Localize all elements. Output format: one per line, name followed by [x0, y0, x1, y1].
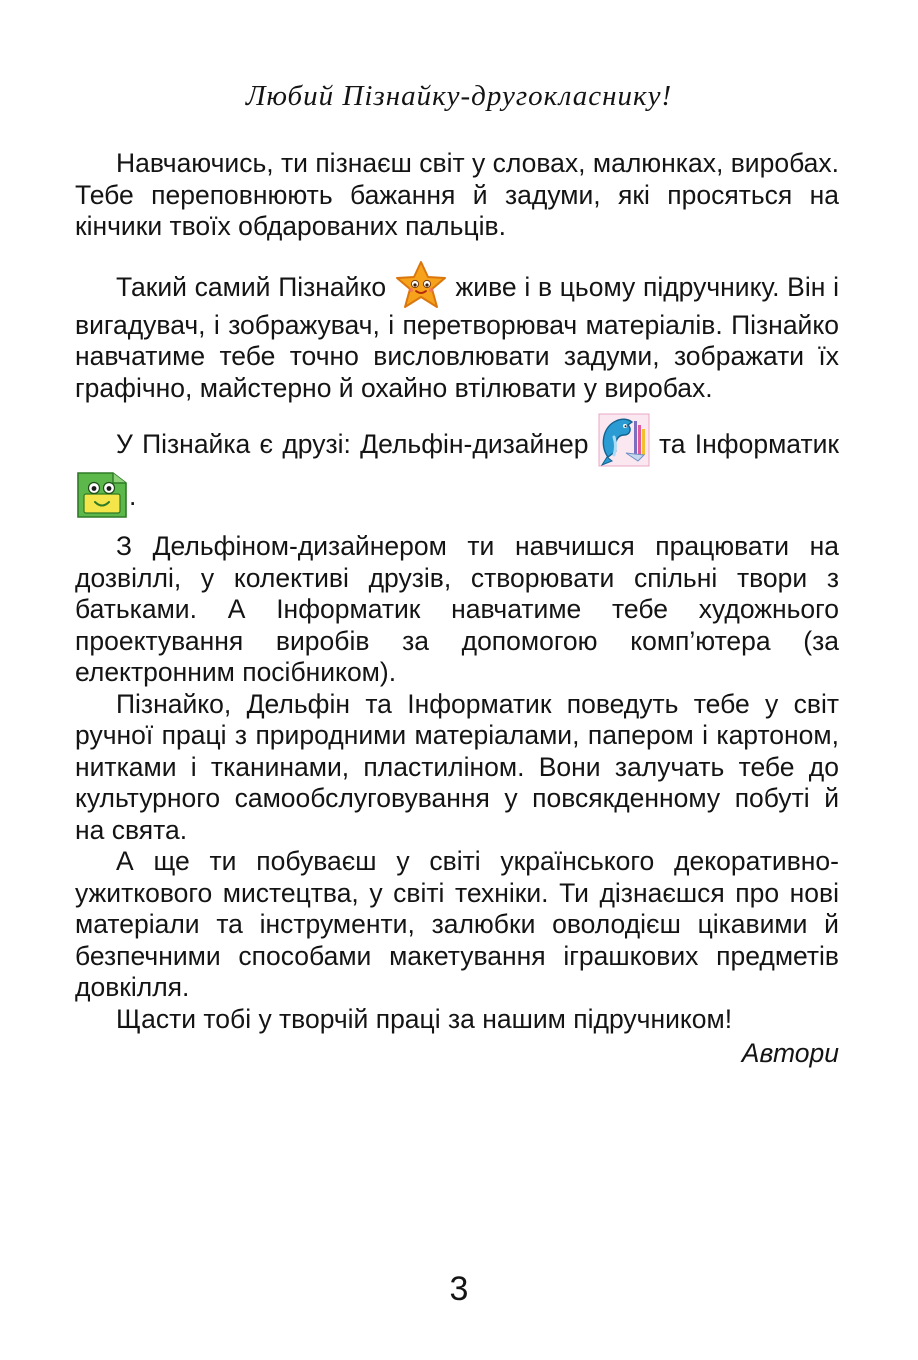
paragraph-friends-part-a: У Пізнайка є друзі: Дельфін-дизайнер [116, 429, 598, 459]
star-character-icon [394, 260, 448, 310]
paragraph-friends [75, 413, 839, 519]
paragraph-friends-part-b: та Інформатик [649, 429, 839, 459]
paragraph-pizanyko-part-a: Такий самий Пізнайко [116, 271, 394, 302]
page-number: 3 [449, 1270, 469, 1308]
signature: Автори [741, 1038, 839, 1068]
computer-character-icon [75, 467, 129, 519]
paragraph-pizanyko-part-b: живе і в цьому підручнику. Він і вигадувач, і зображувач, і перетворювач матеріалів. Пізнайко навчатиме тебе точно висловлювати задуми, зображати їх графічно, майстерно й охайно втілювати у виробах. [75, 271, 839, 403]
paragraph-friends-part-c: . [129, 481, 137, 511]
paragraph-decorative: А ще ти побуваєш у світі українського декоративно-ужиткового мистецтва, у світі техніки. Ти дізнаєшся про нові матеріали та інструменти, залюбки оволодієш цікавими й безпечними способами макетування іграшкових предметів довкілля. [75, 846, 839, 1002]
paragraph-intro: Навчаючись, ти пізнаєш світ у словах, малюнках, виробах. Тебе переповнюють бажання й задуми, які просяться на кінчики твоїх обдарованих пальців. [75, 148, 839, 241]
page-title: Любий Пізнайку-другокласнику! [245, 80, 673, 112]
paragraph-world: Пізнайко, Дельфін та Інформатик поведуть тебе у світ ручної праці з природними матеріалами, папером і картоном, нитками і тканинами, пластиліном. Вони залучать тебе до культурного самообслуговування у повсякденному побуті й на свята. [75, 688, 839, 845]
paragraph-dolphin: З Дельфіном-дизайнером ти навчишся працювати на дозвіллі, у колективі друзів, створювати спільні твори з батьками. А Інформатик навчатиме тебе художнього проектування виробів за допомогою комп’ютера (за електронним посібником). [75, 531, 839, 687]
paragraph-wish: Щасти тобі у творчій праці за нашим підручником! [116, 1003, 733, 1034]
paragraph-pizanyko [75, 260, 839, 405]
dolphin-designer-icon [598, 413, 650, 467]
body-text [75, 148, 839, 1070]
